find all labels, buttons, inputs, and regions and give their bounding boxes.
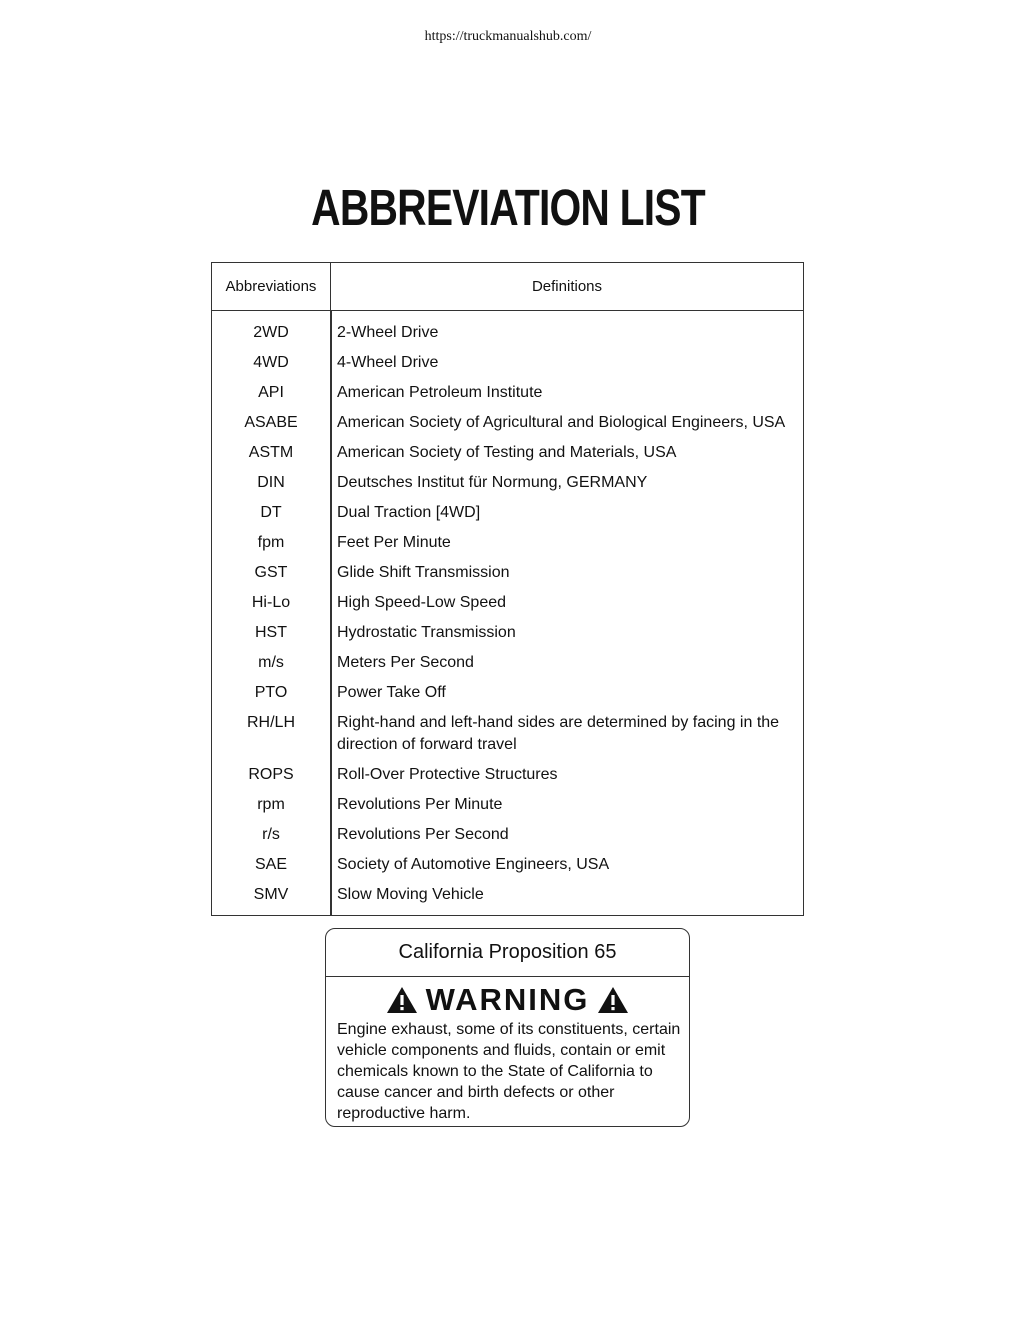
table-row (212, 558, 803, 588)
table-row (212, 438, 803, 468)
table-row (212, 708, 803, 760)
abbreviation-cell: 2WD (253, 324, 289, 341)
prop65-title: California Proposition 65 (326, 929, 689, 977)
table-row (212, 588, 803, 618)
table-row (212, 468, 803, 498)
definition-cell: 4-Wheel Drive (337, 354, 439, 371)
header-definitions: Definitions (531, 278, 603, 295)
table-row (212, 318, 803, 348)
abbreviation-cell: HST (255, 624, 287, 641)
definition-cell: American Society of Testing and Materials, USA (337, 444, 677, 461)
page-title: ABBREVIATION LIST (311, 179, 705, 236)
table-row (212, 760, 803, 790)
definition-cell: Society of Automotive Engineers, USA (337, 856, 610, 873)
abbreviation-cell: ASABE (244, 414, 298, 431)
abbreviation-cell: PTO (254, 684, 288, 701)
table-row (212, 880, 803, 910)
abbreviation-cell: SAE (254, 856, 287, 873)
definition-cell: 2-Wheel Drive (337, 324, 439, 341)
abbreviation-cell: API (258, 384, 284, 401)
abbreviation-cell: DT (260, 504, 282, 521)
abbreviation-cell: DIN (257, 474, 285, 491)
abbreviation-cell: 4WD (253, 354, 289, 371)
definition-cell: Slow Moving Vehicle (337, 886, 484, 903)
abbreviation-cell: ASTM (248, 444, 294, 461)
abbreviation-cell: r/s (262, 826, 280, 843)
source-url[interactable]: https://truckmanualshub.com/ (424, 29, 592, 44)
table-body (212, 311, 803, 915)
table-row (212, 648, 803, 678)
abbreviation-cell: ROPS (248, 766, 294, 783)
warning-text: Engine exhaust, some of its constituents, certain vehicle components and fluids, contain or emit chemicals known to the State of California to cause cancer and birth defects or other reproductive harm. (337, 1021, 681, 1122)
abbreviation-cell: SMV (253, 886, 289, 903)
table-row (212, 618, 803, 648)
definition-cell: High Speed-Low Speed (337, 594, 507, 611)
abbreviation-cell: GST (254, 564, 288, 581)
abbreviation-cell: Hi-Lo (251, 594, 291, 611)
warning-triangle-icon (386, 986, 418, 1014)
abbreviation-table (211, 262, 804, 916)
table-row (212, 850, 803, 880)
table-row (212, 528, 803, 558)
table-row (212, 790, 803, 820)
prop65-warning-box (325, 928, 690, 1127)
definition-cell: Power Take Off (337, 684, 446, 701)
table-row (212, 378, 803, 408)
definition-cell: Roll-Over Protective Structures (337, 766, 558, 783)
definition-cell: Revolutions Per Second (337, 826, 509, 843)
table-row (212, 408, 803, 438)
table-header (212, 263, 803, 311)
abbreviation-cell: m/s (258, 654, 284, 671)
header-abbreviations: Abbreviations (212, 263, 331, 310)
warning-heading (326, 983, 689, 1017)
definition-cell: Glide Shift Transmission (337, 564, 510, 581)
definition-cell: American Petroleum Institute (337, 384, 543, 401)
table-row (212, 820, 803, 850)
abbreviation-cell: fpm (257, 534, 285, 551)
definition-cell: Dual Traction [4WD] (337, 504, 481, 521)
warning-label: WARNING (425, 982, 590, 1017)
abbreviation-cell: RH/LH (246, 714, 295, 731)
definition-cell: Meters Per Second (337, 654, 474, 671)
table-row (212, 498, 803, 528)
definition-cell: Right-hand and left-hand sides are determined by facing in the direction of forward travel (337, 714, 780, 753)
definition-cell: Revolutions Per Minute (337, 796, 503, 813)
definition-cell: Feet Per Minute (337, 534, 451, 551)
table-row (212, 678, 803, 708)
table-row (212, 348, 803, 378)
definition-cell: American Society of Agricultural and Biological Engineers, USA (337, 414, 786, 431)
definition-cell: Hydrostatic Transmission (337, 624, 516, 641)
definition-cell: Deutsches Institut für Normung, GERMANY (337, 474, 648, 491)
abbreviation-cell: rpm (257, 796, 285, 813)
warning-triangle-icon (597, 986, 629, 1014)
column-divider (330, 311, 332, 915)
